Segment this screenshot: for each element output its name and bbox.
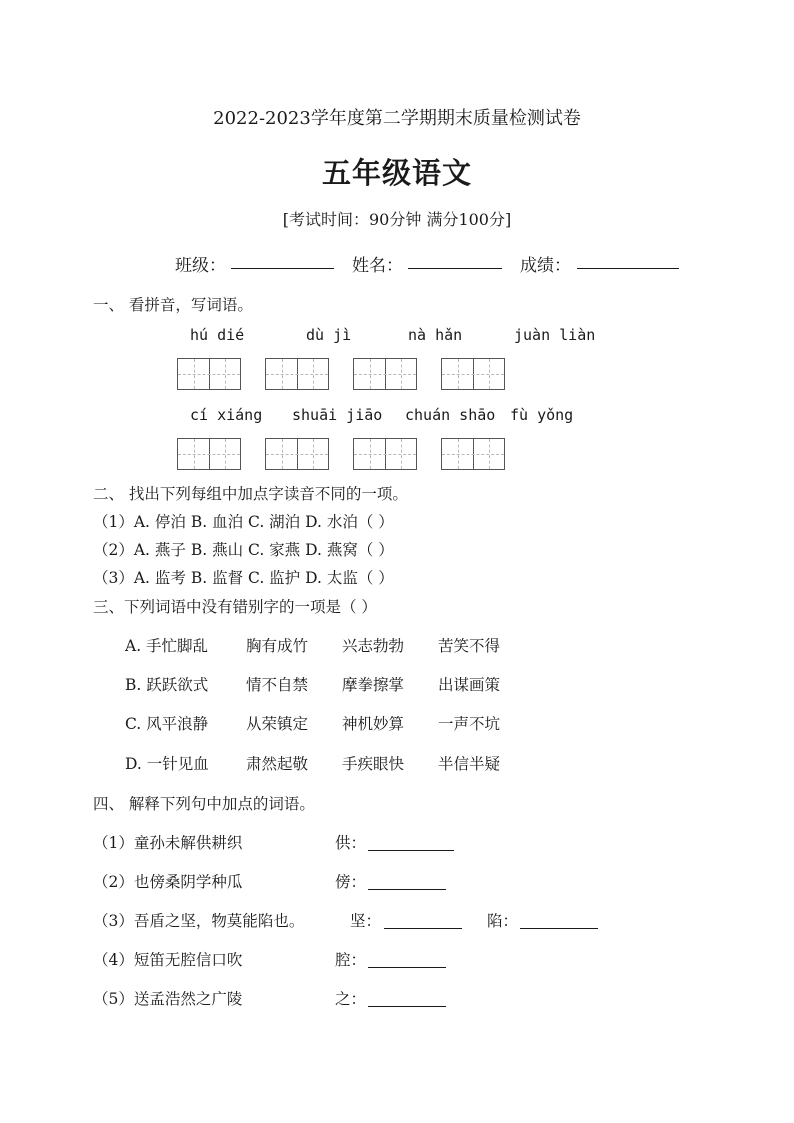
option-word: 神机妙算 <box>342 715 405 733</box>
sentence: （3）吾盾之坚，物莫能陷也。 <box>93 912 305 930</box>
option-word: 情不自禁 <box>246 676 309 694</box>
pinyin-label: hú dié <box>190 326 245 344</box>
writing-grid[interactable] <box>353 438 417 470</box>
question-item: （3）A. 监考 B. 监督 C. 监护 D. 太监（ ） <box>93 569 394 587</box>
option-word: 胸有成竹 <box>246 637 309 655</box>
class-field[interactable] <box>231 268 334 269</box>
sentence: （5）送孟浩然之广陵 <box>93 990 243 1008</box>
section-4-title: 四、 解释下列句中加点的词语。 <box>93 795 315 813</box>
pinyin-label: juàn liàn <box>514 326 596 344</box>
question-item: （1）A. 停泊 B. 血泊 C. 湖泊 D. 水泊（ ） <box>93 513 394 531</box>
blank-label: 供： <box>335 834 367 852</box>
sentence: （1）童孙未解供耕织 <box>93 834 243 852</box>
blank-label: 陷： <box>487 912 519 930</box>
option-word: 一声不坑 <box>438 715 501 733</box>
option-word: 肃然起敬 <box>246 755 309 773</box>
pinyin-label: fù yǒng <box>510 406 574 424</box>
answer-field[interactable] <box>368 850 454 851</box>
blank-label: 之： <box>335 990 367 1008</box>
score-label: 成绩： <box>520 256 571 276</box>
name-field[interactable] <box>408 268 502 269</box>
pinyin-label: cí xiáng <box>190 406 263 424</box>
blank-label: 傍： <box>335 873 367 891</box>
sentence: （2）也傍桑阴学种瓜 <box>93 873 243 891</box>
writing-grid[interactable] <box>177 358 241 390</box>
class-label: 班级： <box>175 256 226 276</box>
name-label: 姓名： <box>352 256 403 276</box>
option-word: D. 一针见血 <box>125 755 209 773</box>
option-word: 苦笑不得 <box>438 637 501 655</box>
writing-grid[interactable] <box>441 358 505 390</box>
exam-info: [考试时间：90分钟 满分100分] <box>282 210 512 229</box>
sentence: （4）短笛无腔信口吹 <box>93 951 243 969</box>
option-word: 手疾眼快 <box>342 755 405 773</box>
option-word: 摩拳擦掌 <box>342 676 405 694</box>
option-word: 从荣镇定 <box>246 715 309 733</box>
option-word: B. 跃跃欲式 <box>125 676 209 694</box>
answer-field[interactable] <box>368 1006 446 1007</box>
pinyin-label: nà hǎn <box>408 326 463 344</box>
answer-field[interactable] <box>384 928 462 929</box>
exam-subtitle: 2022-2023学年度第二学期期末质量检测试卷 <box>213 108 581 129</box>
section-3-title: 三、下列词语中没有错别字的一项是（ ） <box>93 598 377 616</box>
writing-grid[interactable] <box>353 358 417 390</box>
option-word: C. 风平浪静 <box>125 715 209 733</box>
option-word: 半信半疑 <box>438 755 501 773</box>
writing-grid[interactable] <box>265 358 329 390</box>
section-1-title: 一、 看拼音，写词语。 <box>93 296 253 314</box>
writing-grid[interactable] <box>265 438 329 470</box>
section-2-title: 二、 找出下列每组中加点字读音不同的一项。 <box>93 485 408 503</box>
option-word: A. 手忙脚乱 <box>125 637 209 655</box>
option-word: 兴志勃勃 <box>342 637 405 655</box>
score-field[interactable] <box>577 268 679 269</box>
pinyin-label: shuāi jiāo <box>292 406 383 424</box>
blank-label: 坚： <box>350 912 382 930</box>
answer-field[interactable] <box>520 928 598 929</box>
page-title: 五年级语文 <box>321 156 472 190</box>
answer-field[interactable] <box>368 967 446 968</box>
answer-field[interactable] <box>368 889 446 890</box>
option-word: 出谋画策 <box>438 676 501 694</box>
question-item: （2）A. 燕子 B. 燕山 C. 家燕 D. 燕窝（ ） <box>93 541 394 559</box>
pinyin-label: chuán shāo <box>405 406 496 424</box>
pinyin-label: dù jì <box>306 326 352 344</box>
writing-grid[interactable] <box>441 438 505 470</box>
writing-grid[interactable] <box>177 438 241 470</box>
blank-label: 腔： <box>335 951 367 969</box>
